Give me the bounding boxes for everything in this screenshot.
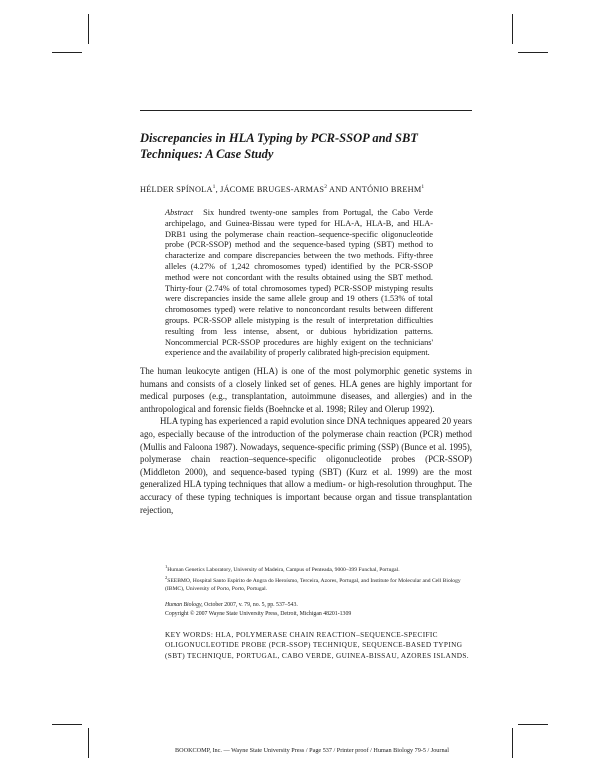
body-paragraph: HLA typing has experienced a rapid evolution since DNA techniques appeared 20 years ago, especially because of the introduction of the polymerase chain reaction (PCR) method (Mullis and Faloona 1987). Nowadays, sequence-specific priming (SSP) (Bunce et al. 1995), polymerase chain reaction–sequence-specific oligonucleotide probes (PCR-SSOP) (Middleton 2000), and sequence-based typing (SBT) (Kurz et al. 1999) are the most generalized HLA typing techniques that allow a medium- or high-resolution throughput. The accuracy of these typing techniques is important because organ and tissue transplantation rejection,	[140, 416, 473, 515]
crop-mark	[52, 724, 82, 725]
author-separator: ,	[215, 184, 218, 194]
author-name: HÉLDER SPÍNOLA	[140, 184, 213, 194]
body-text	[140, 365, 472, 516]
abstract-text: Six hundred twenty-one samples from Portugal, the Cabo Verde archipelago, and Guinea-Bissau were typed for HLA-A, HLA-B, and HLA-DRB1 using the polymerase chain reaction–sequence-specific oligonucleotide probe (PCR-SSOP) method and the sequence-based typing (SBT) method to characterize and compare discrepancies between the two methods. Fifty-three alleles (4.27% of 1,242 chromosomes typed) identified by the PCR-SSOP method were not concordant with the results obtained using the SBT method. Thirty-four (2.74% of total chromosomes typed) PCR-SSOP mistyping results were discrepancies inside the same allele group and 19 others (1.53% of total chromosomes typed) were relative to nonconcordant results between different groups. PCR-SSOP allele mistyping is the result of interpretation difficulties resulting from less intense, absent, or dubious hybridization patterns. Noncommercial PCR-SSOP procedures are highly exigent on the technicians' experience and the availability of properly calibrated high-precision equipment.	[165, 208, 433, 358]
footnote-marker: 1	[165, 564, 168, 569]
journal-name: Human Biology,	[165, 602, 203, 608]
affiliation-marker: 1	[421, 184, 425, 190]
author-connector: AND	[329, 184, 348, 194]
printer-proof-footer: BOOKCOMP, Inc. — Wayne State University Press / Page 537 / Printer proof / Human Biology 79-5 / Journal	[175, 747, 450, 754]
citation-line	[165, 601, 465, 610]
crop-mark	[518, 52, 548, 53]
author-name: JÁCOME BRUGES-ARMAS	[220, 184, 325, 194]
abstract	[165, 208, 433, 359]
author-line	[140, 184, 470, 194]
crop-mark	[52, 52, 82, 53]
copyright-line: Copyright © 2007 Wayne State University Press, Detroit, Michigan 48201-1309	[165, 610, 352, 617]
footnote-marker: 2	[165, 575, 168, 581]
crop-mark	[512, 14, 513, 44]
footnote	[165, 574, 475, 593]
affiliation-marker: 2	[324, 184, 328, 190]
citation-text: October 2007, v. 79, no. 5, pp. 537–543.	[204, 602, 298, 608]
footnote	[165, 563, 475, 574]
crop-mark	[512, 728, 513, 758]
author-name: ANTÓNIO BREHM	[349, 184, 422, 194]
affiliation-marker: 1	[212, 184, 216, 190]
title-rule	[140, 110, 472, 111]
article-title: Discrepancies in HLA Typing by PCR-SSOP and SBT Techniques: A Case Study	[140, 131, 418, 161]
abstract-label: Abstract	[165, 208, 194, 217]
body-paragraph: The human leukocyte antigen (HLA) is one of the most polymorphic genetic systems in humans and consists of a closely linked set of genes. HLA genes are highly important for medical purposes (e.g., transplantation, autoimmune diseases, and allergies) and in the anthropological and forensic fields (Boehncke et al. 1998; Riley and Olerup 1992).	[140, 366, 472, 414]
crop-mark	[88, 728, 89, 758]
crop-mark	[518, 724, 548, 725]
footnotes	[165, 563, 475, 593]
footnote-text: Human Genetics Laboratory, University of Madeira, Campus of Penteada, 9000–399 Funchal, Portugal.	[167, 566, 400, 573]
keywords: KEY WORDS: HLA, POLYMERASE CHAIN REACTION–SEQUENCE-SPECIFIC OLIGONUCLEOTIDE PROBE (PCR-SSOP) TECHNIQUE, SEQUENCE-BASED TYPING (SBT) TECHNIQUE, PORTUGAL, CABO VERDE, GUINEA-BISSAU, AZORES ISLANDS.	[165, 630, 469, 660]
crop-mark	[88, 14, 89, 44]
footnote-text: SEEBMO, Hospital Santo Espírito de Angra do Heroísmo, Terceira, Azores, Portugal, and Institute for Molecular and Cell Biology (IBMC), University of Porto, Porto, Portugal.	[165, 577, 461, 593]
publication-info	[165, 601, 465, 619]
